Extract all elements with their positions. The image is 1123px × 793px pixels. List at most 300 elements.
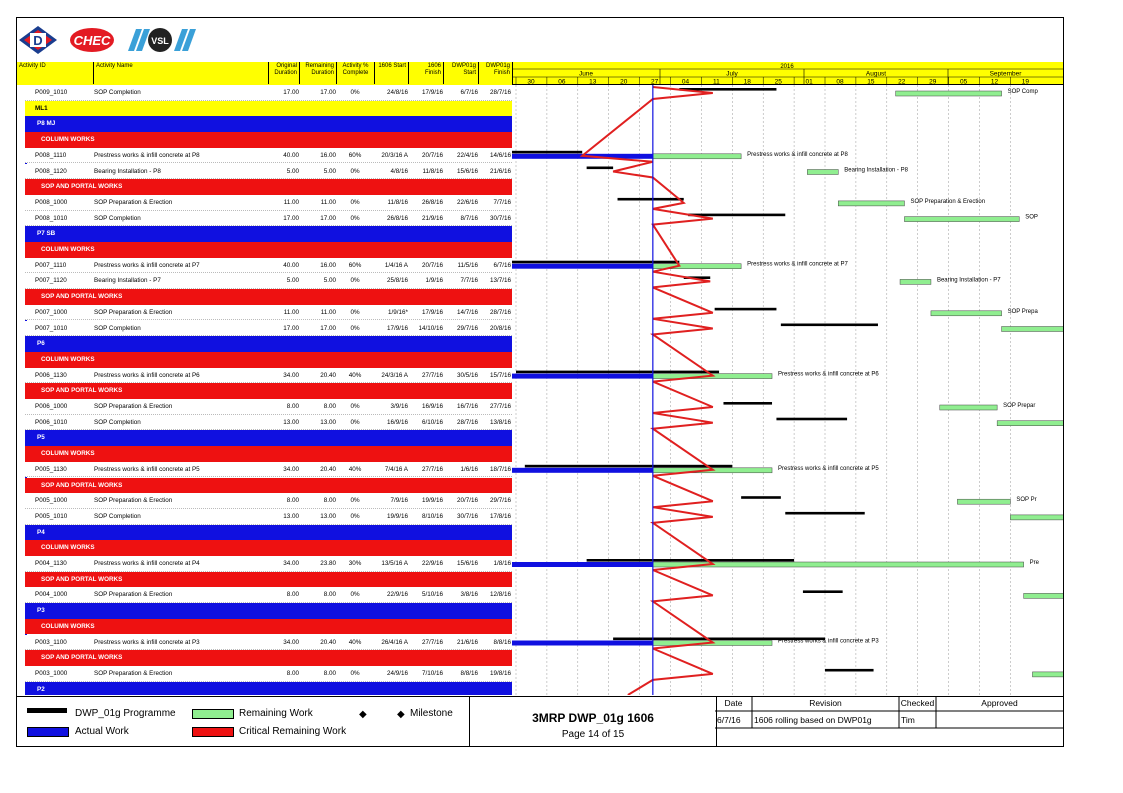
cell-df: 30/7/16 — [489, 214, 511, 222]
cell-pct: 60% — [348, 151, 362, 159]
cell-s: 26/4/16 A — [381, 638, 408, 646]
baseline-bar — [803, 590, 843, 593]
cell-f: 26/8/16 — [421, 198, 443, 206]
legend-footer — [17, 696, 1063, 747]
bar-label: SOP Comp — [1007, 89, 1038, 95]
cell-s: 25/8/16 — [386, 277, 408, 285]
cell-ds: 16/7/16 — [456, 403, 478, 410]
cell-pct: 0% — [350, 277, 360, 285]
table-row — [25, 635, 512, 651]
schedule-grid — [17, 62, 1063, 695]
cell-rd: 23.80 — [320, 560, 336, 567]
actual-bar — [512, 562, 653, 567]
cell-rd: 17.00 — [320, 89, 336, 96]
cell-ds: 14/7/16 — [456, 308, 478, 316]
timeline-day: 05 — [959, 78, 968, 86]
cell-id: P008_1120 — [35, 167, 67, 175]
col-dwp-finish: DWP01g Finish — [478, 62, 512, 84]
bar-label: SOP Pr — [1016, 497, 1037, 504]
cell-ds: 6/7/16 — [460, 89, 478, 96]
cell-od: 17.00 — [283, 214, 299, 222]
cell-name: SOP Completion — [94, 214, 141, 222]
col-original-duration: Original Duration — [268, 62, 299, 84]
rev-description: 1606 rolling based on DWP01g — [754, 715, 872, 725]
cell-s: 20/3/16 A — [381, 151, 408, 159]
cell-pct: 0% — [350, 308, 360, 316]
table-row — [25, 195, 512, 211]
cell-s: 1/9/16* — [388, 308, 408, 316]
cell-f: 27/7/16 — [421, 638, 443, 646]
cell-pct: 0% — [350, 403, 360, 410]
cell-df: 6/7/16 — [493, 261, 511, 269]
cell-s: 13/5/16 A — [381, 560, 408, 567]
cell-df: 15/7/16 — [489, 371, 511, 379]
cell-df: 27/7/16 — [489, 403, 511, 410]
cell-s: 19/9/16 — [386, 512, 408, 520]
rev-date: 6/7/16 — [717, 715, 741, 725]
timeline-day: 06 — [558, 78, 566, 86]
actual-bar — [512, 641, 653, 646]
col-activity-pct: Activity % Complete — [336, 62, 374, 84]
cell-pct: 0% — [350, 214, 360, 222]
cell-id: P008_1010 — [35, 214, 68, 222]
cell-df: 12/8/16 — [489, 591, 511, 599]
remaining-bar — [957, 499, 1010, 504]
cell-s: 24/8/16 — [386, 89, 408, 96]
cell-name: Prestress works & infill concrete at P8 — [94, 151, 200, 159]
cell-df: 7/7/16 — [493, 198, 511, 206]
bar-label: Prestress works & infill concrete at P3 — [778, 638, 879, 645]
d-logo — [18, 25, 58, 55]
cell-df: 14/6/16 — [489, 151, 511, 159]
cell-ds: 21/6/16 — [456, 638, 478, 646]
cell-pct: 0% — [350, 497, 360, 505]
timeline-day: 08 — [836, 78, 844, 86]
group-header-row: COLUMN WORKS — [25, 132, 512, 148]
timeline-day: 01 — [805, 78, 813, 86]
table-row — [25, 211, 512, 227]
baseline-bar — [741, 496, 781, 499]
cell-pct: 0% — [350, 198, 360, 206]
cell-s: 22/9/16 — [386, 591, 408, 599]
cell-s: 1/4/16 A — [384, 261, 408, 269]
cell-rd: 17.00 — [320, 214, 336, 222]
cell-f: 6/10/16 — [421, 418, 443, 426]
page-number: Page 14 of 15 — [561, 729, 625, 740]
cell-od: 8.00 — [286, 591, 299, 599]
cell-f: 5/10/16 — [421, 591, 443, 599]
cell-rd: 8.00 — [323, 591, 336, 599]
group-header-row: COLUMN WORKS — [25, 352, 512, 368]
timeline-day: 30 — [527, 78, 535, 86]
timeline-year: 2016 — [780, 64, 794, 70]
table-row — [25, 305, 512, 321]
cell-ds: 22/4/16 — [456, 151, 478, 159]
cell-df: 29/7/16 — [489, 497, 511, 505]
bar-label: SOP Preparation & Erection — [910, 198, 986, 205]
cell-od: 34.00 — [283, 638, 299, 646]
cell-id: P004_1130 — [35, 560, 67, 567]
cell-ds: 30/7/16 — [456, 512, 478, 520]
timeline-day: 27 — [650, 78, 659, 86]
cell-od: 5.00 — [286, 167, 299, 175]
cell-rd: 16.00 — [320, 151, 336, 159]
cell-df: 20/8/16 — [489, 324, 511, 332]
cell-id: P006_1010 — [35, 418, 68, 426]
bar-label: Bearing Installation - P8 — [844, 167, 908, 174]
table-row — [25, 587, 512, 603]
legend-remaining: Remaining Work — [239, 708, 313, 719]
cell-df: 13/7/16 — [489, 277, 511, 285]
col-dwp-start: DWP01g Start — [443, 62, 478, 84]
cell-pct: 0% — [350, 167, 360, 175]
cell-f: 17/9/16 — [421, 308, 443, 316]
baseline-bar — [525, 465, 732, 468]
cell-ds: 15/6/16 — [456, 560, 478, 567]
cell-df: 28/7/16 — [489, 89, 511, 96]
baseline-bar — [776, 418, 847, 421]
cell-rd: 11.00 — [320, 308, 336, 316]
cell-ds: 28/7/16 — [456, 418, 478, 426]
cell-ds: 30/5/16 — [456, 371, 478, 379]
cell-name: SOP Preparation & Erection — [94, 591, 173, 599]
baseline-bar — [715, 308, 777, 311]
cell-f: 27/7/16 — [421, 465, 443, 473]
table-row — [25, 85, 512, 101]
rev-checked: Tim — [901, 715, 915, 725]
timeline-day: 15 — [867, 78, 875, 86]
timeline-day: 11 — [713, 78, 720, 86]
milestone-diamond-icon: ◆ — [397, 709, 405, 720]
cell-s: 24/3/16 A — [381, 371, 408, 379]
legend-programme: DWP_01g Programme — [75, 708, 176, 719]
remaining-bar — [904, 217, 1019, 222]
legend-critical: Critical Remaining Work — [239, 726, 347, 737]
cell-f: 20/7/16 — [421, 261, 443, 269]
cell-name: Bearing Installation - P8 — [94, 167, 161, 175]
cell-ds: 22/6/16 — [456, 198, 478, 206]
remaining-bar — [1032, 672, 1063, 677]
remaining-bar — [896, 91, 1002, 96]
cell-id: P005_1010 — [35, 512, 68, 520]
programme-swatch — [27, 708, 67, 713]
cell-pct: 0% — [350, 324, 360, 332]
remaining-bar — [931, 311, 1002, 316]
cell-od: 34.00 — [283, 465, 299, 473]
cell-id: P005_1000 — [35, 497, 68, 505]
col-1606-start: 1606 Start — [374, 62, 408, 84]
cell-rd: 5.00 — [323, 277, 336, 285]
group-header-row: SOP AND PORTAL WORKS — [25, 572, 512, 588]
milestone-icon: ◆ — [359, 709, 367, 720]
actual-bar — [512, 374, 653, 379]
cell-name: Prestress works & infill concrete at P6 — [94, 371, 200, 379]
cell-s: 17/9/16 — [386, 324, 408, 332]
cell-s: 26/8/16 — [386, 214, 408, 222]
gantt-chart — [512, 62, 1063, 695]
cell-id: P009_1010 — [35, 89, 68, 96]
timeline-day: 22 — [898, 78, 906, 86]
cell-id: P003_1100 — [35, 638, 67, 646]
cell-df: 8/8/16 — [493, 638, 511, 646]
actual-bar — [512, 468, 653, 473]
col-activity-id: Activity ID — [19, 63, 46, 69]
group-header-row: P7 SB — [25, 226, 512, 242]
cell-f: 14/10/16 — [418, 324, 443, 332]
table-row — [25, 368, 512, 384]
legend-actual: Actual Work — [75, 726, 129, 737]
table-row — [25, 666, 512, 682]
cell-name: SOP Preparation & Erection — [94, 403, 173, 410]
timeline-day: 29 — [929, 78, 937, 86]
cell-df: 17/8/16 — [489, 512, 511, 520]
cell-od: 8.00 — [286, 669, 299, 677]
bar-label: Prestress works & infill concrete at P7 — [747, 261, 848, 268]
cell-ds: 15/6/16 — [456, 167, 478, 175]
cell-ds: 8/7/16 — [460, 214, 478, 222]
bar-label: Bearing Installation - P7 — [936, 277, 1001, 284]
group-header-row: SOP AND PORTAL WORKS — [25, 650, 512, 666]
cell-df: 1/8/16 — [493, 560, 511, 567]
timeline-day: 04 — [681, 78, 690, 86]
timeline-day: 20 — [620, 78, 628, 86]
timeline-month: August — [865, 70, 887, 78]
remaining-swatch — [192, 709, 234, 719]
group-header-row: COLUMN WORKS — [25, 619, 512, 635]
table-row — [25, 556, 512, 572]
cell-rd: 8.00 — [323, 497, 336, 505]
cell-ds: 8/8/16 — [460, 669, 478, 677]
gantt-svg — [512, 62, 1063, 695]
remaining-bar — [940, 405, 997, 410]
col-remaining-duration: Remaining Duration — [299, 62, 336, 84]
cell-f: 8/10/16 — [421, 512, 443, 520]
cell-od: 8.00 — [286, 403, 299, 410]
group-header-row: P8 MJ — [25, 116, 512, 132]
group-header-row: ML1 — [25, 101, 512, 117]
cell-name: SOP Completion — [94, 418, 141, 426]
table-row — [25, 415, 512, 431]
cell-f: 21/9/16 — [421, 214, 443, 222]
cell-ds: 3/8/16 — [460, 591, 478, 599]
cell-od: 17.00 — [283, 89, 299, 96]
cell-rd: 20.40 — [320, 371, 336, 379]
cell-name: Prestress works & infill concrete at P7 — [94, 261, 200, 269]
bar-label: SOP Prepa — [1007, 308, 1038, 315]
table-row — [25, 148, 512, 164]
actual-bar — [512, 264, 653, 269]
timeline-day: 19 — [1021, 78, 1030, 86]
cell-name: SOP Preparation & Erection — [94, 198, 173, 206]
cell-od: 13.00 — [283, 418, 299, 426]
bar-label: Pre — [1029, 560, 1039, 566]
baseline-bar — [825, 669, 874, 672]
cell-od: 5.00 — [286, 277, 299, 285]
cell-df: 13/8/16 — [489, 418, 511, 426]
timeline-day: 18 — [743, 78, 751, 86]
bar-label: SOP Prepar — [1003, 403, 1036, 409]
cell-name: Bearing Installation - P7 — [94, 277, 161, 285]
title-block — [469, 697, 717, 747]
actual-swatch — [27, 727, 69, 737]
cell-pct: 60% — [348, 261, 362, 269]
cell-f: 16/9/16 — [421, 403, 443, 410]
cell-od: 11.00 — [283, 198, 299, 206]
cell-s: 3/9/16 — [390, 403, 408, 410]
cell-od: 8.00 — [286, 497, 299, 505]
col-activity-name: Activity Name — [93, 62, 268, 84]
cell-pct: 0% — [350, 418, 360, 426]
cell-ds: 7/7/16 — [460, 277, 478, 285]
cell-od: 17.00 — [283, 324, 299, 332]
baseline-bar — [512, 261, 679, 264]
baseline-bar — [516, 371, 719, 374]
group-header-row: P5 — [25, 430, 512, 446]
timeline-month: September — [989, 70, 1022, 78]
group-header-row: SOP AND PORTAL WORKS — [25, 289, 512, 305]
timeline-month: July — [726, 70, 738, 78]
cell-s: 16/9/16 — [386, 418, 408, 426]
cell-name: Prestress works & infill concrete at P3 — [94, 638, 200, 646]
group-header-row: P2 — [25, 682, 512, 695]
cell-name: SOP Preparation & Erection — [94, 497, 173, 505]
cell-name: Prestress works & infill concrete at P5 — [94, 465, 200, 473]
table-header — [17, 62, 512, 86]
timeline-day: 25 — [774, 78, 782, 86]
table-row — [25, 258, 512, 274]
svg-text:VSL: VSL — [151, 36, 169, 46]
cell-od: 34.00 — [283, 560, 299, 567]
svg-text:CHEC: CHEC — [73, 33, 111, 48]
baseline-bar — [512, 151, 582, 154]
cell-rd: 13.00 — [320, 418, 336, 426]
cell-od: 34.00 — [283, 371, 299, 379]
cell-name: SOP Completion — [94, 512, 141, 520]
cell-rd: 16.00 — [320, 261, 336, 269]
cell-pct: 0% — [350, 591, 360, 599]
cell-rd: 8.00 — [323, 669, 336, 677]
baseline-bar — [618, 198, 684, 201]
remaining-bar — [1010, 515, 1063, 520]
remaining-bar — [807, 170, 838, 175]
remaining-bar — [653, 154, 741, 159]
rev-header-checked: Checked — [900, 698, 935, 708]
baseline-bar — [723, 402, 772, 405]
cell-pct: 40% — [348, 371, 362, 379]
cell-id: P007_1110 — [35, 261, 67, 269]
col-1606-finish: 1606 Finish — [408, 62, 443, 84]
cell-df: 21/6/16 — [489, 167, 511, 175]
cell-f: 22/9/16 — [421, 560, 443, 567]
timeline-day: 12 — [990, 78, 999, 86]
cell-f: 7/10/16 — [421, 669, 443, 677]
revision-table — [715, 697, 1063, 747]
cell-pct: 0% — [350, 512, 360, 520]
cell-rd: 17.00 — [320, 324, 336, 332]
baseline-bar — [587, 167, 613, 170]
logo-bar — [18, 24, 196, 56]
svg-text:D: D — [33, 33, 43, 48]
group-header-row: P3 — [25, 603, 512, 619]
group-header-row: COLUMN WORKS — [25, 540, 512, 556]
cell-name: SOP Preparation & Erection — [94, 308, 173, 316]
cell-ds: 20/7/16 — [456, 497, 478, 505]
cell-rd: 5.00 — [323, 167, 336, 175]
cell-rd: 8.00 — [323, 403, 336, 410]
cell-f: 17/9/16 — [421, 89, 443, 96]
baseline-bar — [587, 559, 794, 562]
vsl-logo — [126, 25, 196, 55]
rev-header-date: Date — [724, 698, 743, 708]
cell-f: 27/7/16 — [421, 371, 443, 379]
cell-rd: 11.00 — [320, 198, 336, 206]
bar-label: SOP — [1025, 214, 1038, 221]
rev-header-revision: Revision — [809, 698, 842, 708]
rev-table-lines — [715, 697, 1063, 747]
critical-swatch — [192, 727, 234, 737]
group-header-row: SOP AND PORTAL WORKS — [25, 383, 512, 399]
bar-label: Prestress works & infill concrete at P8 — [747, 151, 848, 158]
cell-s: 4/8/16 — [390, 167, 408, 175]
cell-df: 19/8/16 — [489, 669, 511, 677]
table-row — [25, 164, 512, 180]
cell-id: P006_1130 — [35, 371, 67, 379]
remaining-bar — [838, 201, 904, 206]
cell-pct: 40% — [348, 465, 362, 473]
rev-header-approved: Approved — [981, 698, 1018, 708]
chec-logo — [68, 25, 116, 55]
cell-id: P006_1000 — [35, 403, 68, 410]
cell-f: 11/8/16 — [422, 167, 443, 175]
timeline-day: 13 — [589, 78, 597, 86]
cell-od: 40.00 — [283, 151, 299, 159]
cell-id: P005_1130 — [35, 465, 67, 473]
cell-pct: 0% — [350, 89, 360, 96]
cell-pct: 30% — [348, 560, 362, 567]
table-row — [25, 462, 512, 478]
baseline-bar — [688, 214, 785, 217]
group-header-row: P6 — [25, 336, 512, 352]
remaining-bar — [1024, 593, 1063, 598]
cell-name: Prestress works & infill concrete at P4 — [94, 560, 200, 567]
cell-ds: 1/6/16 — [460, 465, 478, 473]
cell-s: 7/4/16 A — [384, 465, 408, 473]
cell-od: 40.00 — [283, 261, 299, 269]
cell-df: 18/7/16 — [489, 465, 511, 473]
progress-line — [582, 87, 713, 695]
cell-rd: 20.40 — [320, 465, 336, 473]
cell-id: P003_1000 — [35, 669, 68, 677]
cell-pct: 40% — [348, 638, 362, 646]
cell-pct: 0% — [350, 669, 360, 677]
table-row — [25, 273, 512, 289]
cell-id: P007_1000 — [35, 308, 68, 316]
cell-ds: 29/7/16 — [456, 324, 478, 332]
cell-id: P007_1120 — [35, 277, 67, 285]
bar-label: Prestress works & infill concrete at P5 — [778, 465, 879, 472]
cell-id: P007_1010 — [35, 324, 68, 332]
cell-s: 7/9/16 — [390, 497, 408, 505]
cell-id: P004_1000 — [35, 591, 68, 599]
cell-name: SOP Completion — [94, 89, 141, 96]
document-title: 3MRP DWP_01g 1606 — [532, 711, 654, 725]
remaining-bar — [900, 279, 931, 284]
cell-od: 13.00 — [283, 512, 299, 520]
group-header-row: COLUMN WORKS — [25, 242, 512, 258]
remaining-bar — [997, 421, 1063, 426]
cell-df: 28/7/16 — [489, 308, 511, 316]
cell-name: SOP Preparation & Erection — [94, 669, 173, 677]
